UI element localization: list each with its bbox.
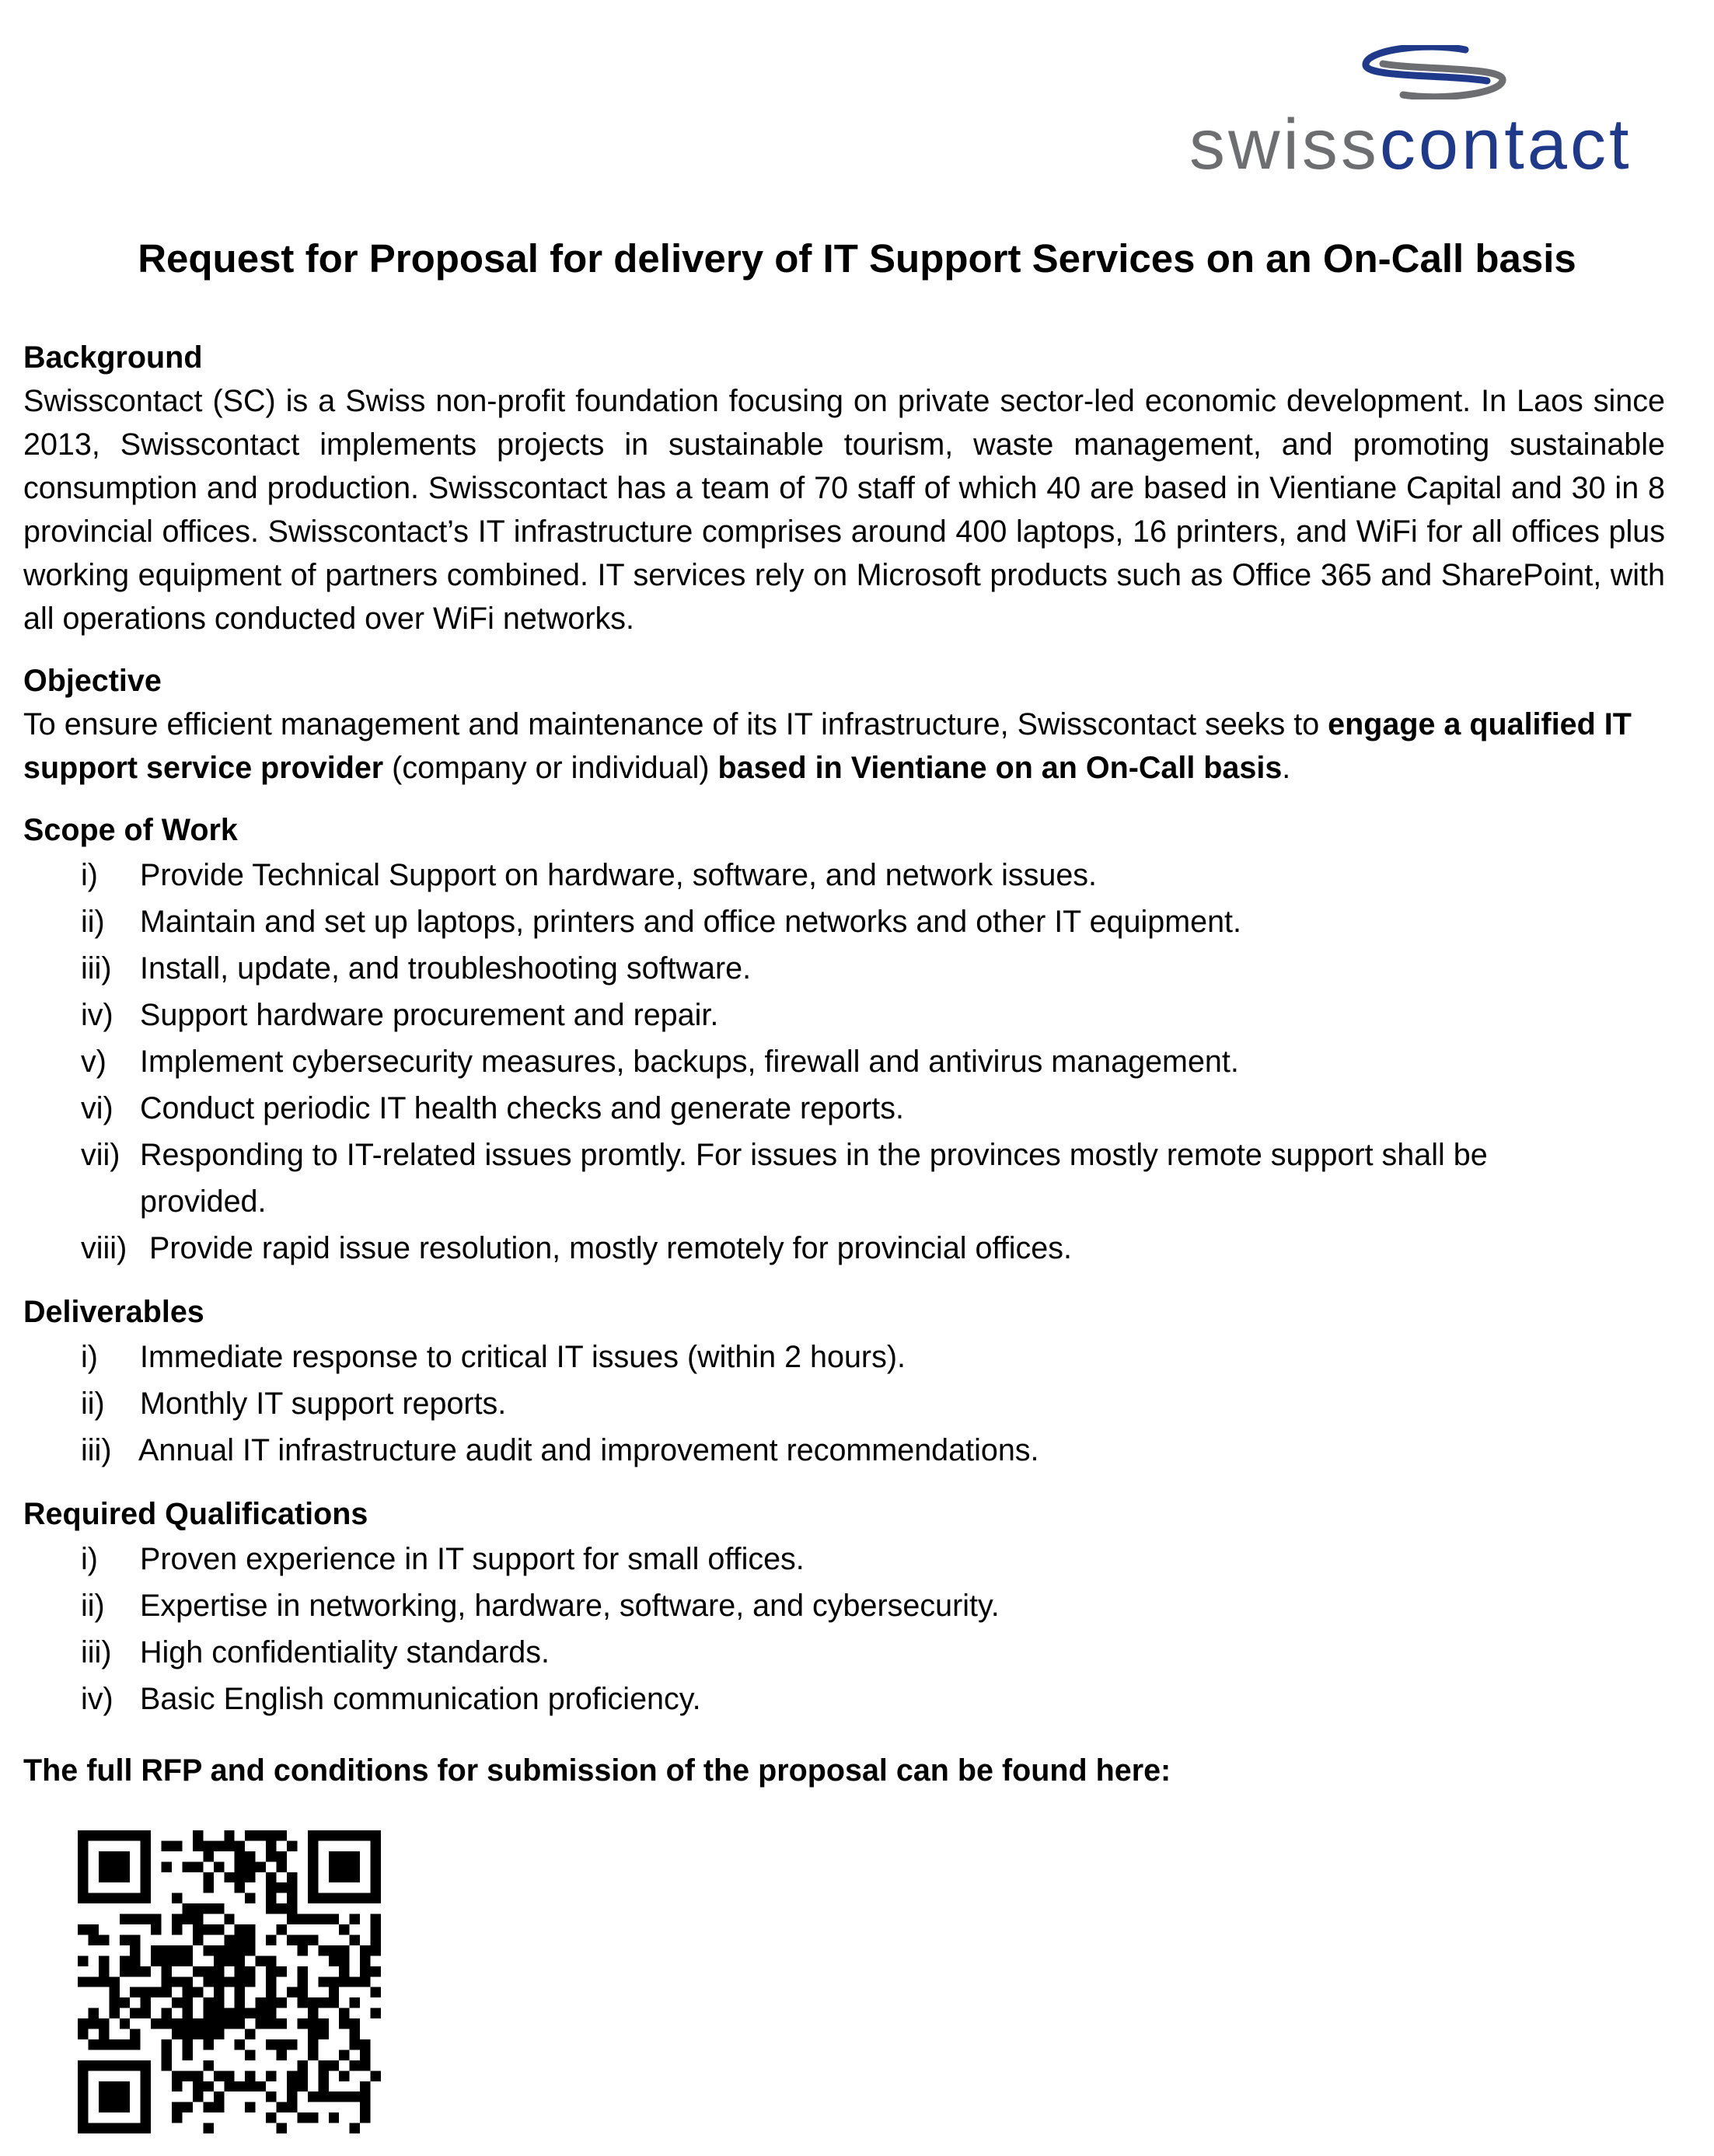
document-body [23, 336, 1665, 1792]
deliverables-list [23, 1334, 1665, 1474]
list-item-number: v) [81, 1045, 106, 1079]
scope-list [23, 852, 1665, 1272]
background-text: Swisscontact (SC) is a Swiss non-profit foundation focusing on private sector-led economic development. In Laos since 2013, Swisscontact implements projects in sustainable tourism, waste management, and promoting sustainable consumption and production. Swisscontact has a team of 70 staff of which 40 are based in Vientiane Capital and 30 in 8 provincial offices. Swisscontact’s IT infrastructure comprises around 400 laptops, 16 printers, and WiFi for all offices plus working equipment of partners combined. IT services rely on Microsoft products such as Office 365 and SharePoint, with all operations conducted over WiFi networks. [23, 384, 1665, 636]
list-item [23, 1536, 1665, 1582]
qualifications-list [23, 1536, 1665, 1722]
objective-section [23, 659, 1665, 790]
logo-contact: contact [1379, 105, 1632, 184]
objective-bold1: engage a qualified IT support service provider [23, 707, 1632, 785]
logo-swiss: swiss [1189, 105, 1380, 184]
list-item [23, 1038, 1665, 1085]
qr-code-icon[interactable] [78, 1830, 381, 2133]
list-item-number: ii) [81, 905, 105, 939]
objective-text [23, 703, 1665, 790]
scope-section [23, 808, 1665, 1272]
list-item [23, 1334, 1665, 1380]
objective-end: . [1282, 751, 1291, 785]
list-item-text: Implement cybersecurity measures, backups, firewall and antivirus management. [140, 1045, 1239, 1079]
list-item-text: Basic English communication proficiency. [140, 1682, 701, 1716]
list-item [23, 852, 1665, 898]
list-item-number: vi) [81, 1091, 113, 1125]
list-item-number: ii) [81, 1589, 105, 1623]
list-item-text: Support hardware procurement and repair. [140, 998, 719, 1032]
swisscontact-swoosh-icon [1356, 45, 1512, 99]
list-item-text: Provide rapid issue resolution, mostly remotely for provincial offices. [149, 1231, 1072, 1265]
list-item [23, 898, 1665, 945]
deliverables-section [23, 1290, 1665, 1474]
logo-wordmark [1189, 105, 1632, 184]
list-item-number: i) [81, 1340, 98, 1374]
list-item-text: Install, update, and troubleshooting software. [140, 951, 752, 986]
list-item-text: Monthly IT support reports. [140, 1387, 507, 1421]
list-item [23, 992, 1665, 1038]
rfp-link-text: The full RFP and conditions for submission of the proposal can be found here: [23, 1753, 1171, 1788]
list-item-text: Proven experience in IT support for small offices. [140, 1542, 805, 1576]
objective-bold2: based in Vientiane on an On-Call basis [717, 751, 1283, 785]
list-item-number: vii) [81, 1138, 120, 1172]
list-item-text: Immediate response to critical IT issues (within 2 hours). [140, 1340, 906, 1374]
list-item [23, 1629, 1665, 1676]
list-item-text: Expertise in networking, hardware, software, and cybersecurity. [140, 1589, 1000, 1623]
list-item-number: ii) [81, 1387, 105, 1421]
list-item-text: Responding to IT-related issues promtly. For issues in the provinces mostly remote support shall be provided. [140, 1138, 1488, 1219]
qualifications-section [23, 1492, 1665, 1722]
list-item-text: High confidentiality standards. [140, 1635, 550, 1669]
list-item-text: Annual IT infrastructure audit and improvement recommendations. [138, 1433, 1039, 1467]
objective-part2: (company or individual) [383, 751, 718, 785]
list-item-number: viii) [81, 1231, 127, 1265]
list-item [23, 1085, 1665, 1132]
list-item [23, 1582, 1665, 1629]
list-item-text: Provide Technical Support on hardware, software, and network issues. [140, 858, 1098, 892]
list-item-number: i) [81, 1542, 98, 1576]
list-item [23, 1380, 1665, 1427]
list-item [23, 1225, 1665, 1272]
list-item-number: iv) [81, 1682, 113, 1716]
objective-part1: To ensure efficient management and maintenance of its IT infrastructure, Swisscontact seeks to [23, 707, 1328, 741]
list-item-number: iv) [81, 998, 113, 1032]
list-item-text: Conduct periodic IT health checks and generate reports. [140, 1091, 904, 1125]
background-section [23, 336, 1665, 640]
page-title: Request for Proposal for delivery of IT Support Services on an On-Call basis [138, 236, 1576, 281]
list-item-number: i) [81, 858, 98, 892]
objective-heading: Objective [23, 664, 162, 698]
scope-heading: Scope of Work [23, 813, 238, 847]
list-item-number: iii) [81, 1635, 112, 1669]
list-item-number: iii) [81, 951, 112, 986]
list-item [23, 1676, 1665, 1722]
swisscontact-logo [1189, 45, 1671, 184]
list-item [23, 1132, 1665, 1225]
list-item [23, 1427, 1665, 1474]
qualifications-heading: Required Qualifications [23, 1497, 368, 1531]
background-heading: Background [23, 340, 203, 375]
list-item-text: Maintain and set up laptops, printers and office networks and other IT equipment. [140, 905, 1242, 939]
deliverables-heading: Deliverables [23, 1295, 204, 1329]
list-item-number: iii) [81, 1433, 112, 1467]
list-item [23, 945, 1665, 992]
